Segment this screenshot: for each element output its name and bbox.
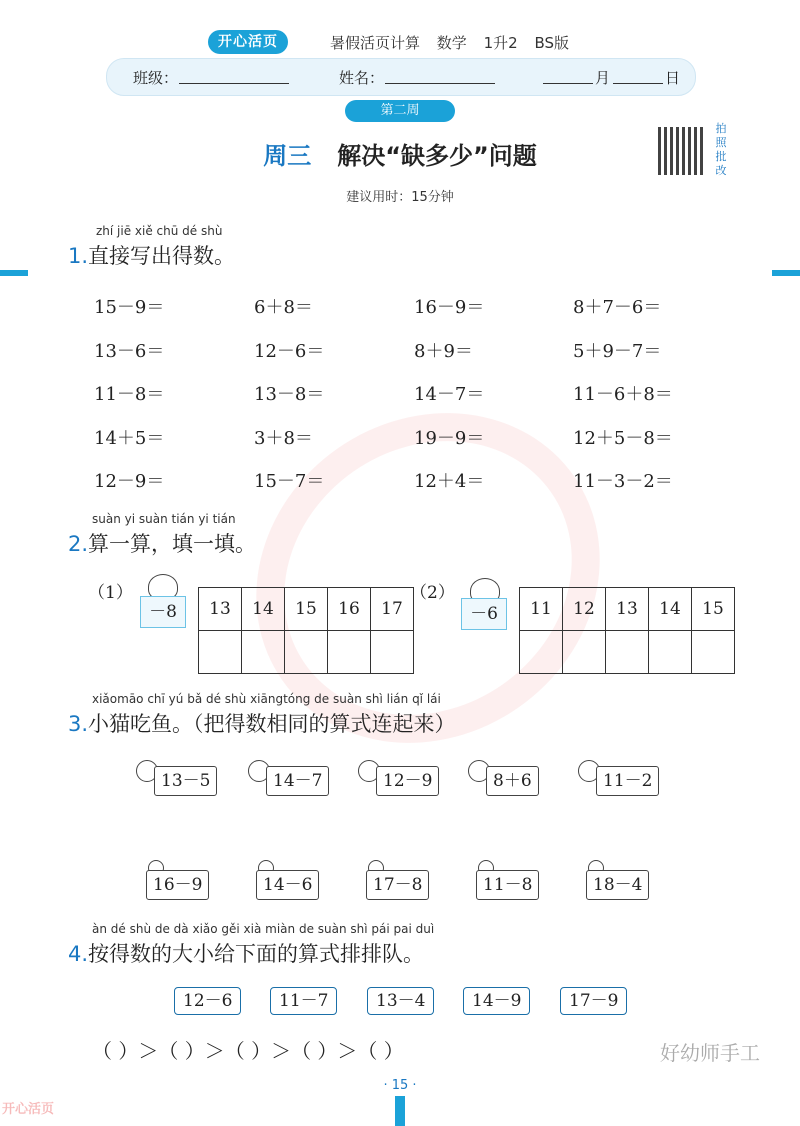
class-field[interactable] xyxy=(179,83,289,84)
qr-caption xyxy=(712,122,730,178)
equation[interactable]: 15－7＝ xyxy=(254,471,325,492)
equation[interactable]: 12－9＝ xyxy=(94,471,165,492)
q2-part2-operator: －6 xyxy=(461,598,507,630)
q4-pinyin: àn dé shù de dà xiǎo gěi xià miàn de suàn shì pái pai duì xyxy=(92,922,435,936)
answer-cell[interactable] xyxy=(199,631,242,674)
fish-card[interactable]: 17－8 xyxy=(366,870,429,900)
edition: BS版 xyxy=(534,34,570,52)
equation[interactable]: 11－6＋8＝ xyxy=(573,384,673,405)
q4-number: 4. xyxy=(68,942,89,966)
fish-card[interactable]: 16－9 xyxy=(146,870,209,900)
qr-char: 照 xyxy=(715,136,727,149)
day-label: 日 xyxy=(665,69,681,87)
input-cell: 14 xyxy=(649,588,692,631)
q2-part1-operator: －8 xyxy=(140,596,186,628)
book-title: 暑假活页计算 xyxy=(330,34,421,52)
equation[interactable]: 11－3－2＝ xyxy=(573,471,673,492)
brand-logo: 开心活页 xyxy=(208,30,288,54)
equation[interactable]: 12－6＝ xyxy=(254,341,325,362)
input-cell: 16 xyxy=(328,588,371,631)
fish-card[interactable]: 18－4 xyxy=(586,870,649,900)
month-field[interactable] xyxy=(543,83,593,84)
answer-cell[interactable] xyxy=(563,631,606,674)
subject: 数学 xyxy=(436,34,467,52)
page-marker xyxy=(395,1096,405,1126)
fish-card[interactable]: 11－8 xyxy=(476,870,539,900)
day-field[interactable] xyxy=(613,83,663,84)
q2-part1-table xyxy=(198,587,414,674)
left-edge-marker xyxy=(0,270,28,276)
equation[interactable]: 12＋5－8＝ xyxy=(573,428,673,449)
equation[interactable]: 14－7＝ xyxy=(414,384,485,405)
q1-pinyin: zhí jiē xiě chū dé shù xyxy=(96,224,223,238)
q4-title: 按得数的大小给下面的算式排排队。 xyxy=(88,942,425,966)
qr-code-icon[interactable] xyxy=(658,127,706,175)
equation[interactable]: 16－9＝ xyxy=(414,297,485,318)
input-cell: 15 xyxy=(692,588,735,631)
fish-card[interactable]: 14－6 xyxy=(256,870,319,900)
title-day: 周三 xyxy=(263,142,312,170)
q3-number: 3. xyxy=(68,712,89,736)
order-item: 17－9 xyxy=(560,987,627,1015)
page-title xyxy=(200,136,600,171)
info-bar xyxy=(106,58,696,96)
q2-part2-label: （2） xyxy=(410,583,455,603)
name-field[interactable] xyxy=(385,83,495,84)
q3-pinyin: xiǎomāo chī yú bǎ dé shù xiāngtóng de suàn shì lián qǐ lái xyxy=(92,692,441,706)
week-badge: 第二周 xyxy=(345,100,455,122)
equation[interactable]: 11－8＝ xyxy=(94,384,165,405)
input-cell: 17 xyxy=(371,588,414,631)
cat-card[interactable]: 14－7 xyxy=(266,766,329,796)
order-answer-line[interactable]: （ ）＞（ ）＞（ ）＞（ ）＞（ ） xyxy=(92,1039,404,1063)
answer-cell[interactable] xyxy=(520,631,563,674)
qr-char: 改 xyxy=(715,164,727,177)
equation[interactable]: 8＋9＝ xyxy=(414,341,473,362)
cat-card[interactable]: 13－5 xyxy=(154,766,217,796)
answer-cell[interactable] xyxy=(606,631,649,674)
q2-number: 2. xyxy=(68,532,89,556)
q2-heading xyxy=(68,528,256,558)
q2-part1-label: （1） xyxy=(88,583,133,603)
grade: 1升2 xyxy=(483,34,518,52)
suggested-time: 建议用时：15分钟 xyxy=(346,190,454,205)
page-number: · 15 · xyxy=(383,1078,417,1093)
q3-heading xyxy=(68,708,456,738)
order-item: 13－4 xyxy=(367,987,434,1015)
header xyxy=(200,28,600,56)
input-cell: 11 xyxy=(520,588,563,631)
month-label: 月 xyxy=(595,69,611,87)
cat-card[interactable]: 8＋6 xyxy=(486,766,539,796)
equation[interactable]: 19－9＝ xyxy=(414,428,485,449)
name-label: 姓名： xyxy=(339,69,385,87)
cat-card[interactable]: 12－9 xyxy=(376,766,439,796)
cat-card[interactable]: 11－2 xyxy=(596,766,659,796)
equation[interactable]: 3＋8＝ xyxy=(254,428,313,449)
equation[interactable]: 12＋4＝ xyxy=(414,471,485,492)
answer-cell[interactable] xyxy=(371,631,414,674)
answer-cell[interactable] xyxy=(328,631,371,674)
header-text xyxy=(330,32,581,53)
order-item: 12－6 xyxy=(174,987,241,1015)
qr-char: 拍 xyxy=(715,122,727,135)
corner-logo: 开心活页 xyxy=(2,1102,55,1117)
right-edge-marker xyxy=(772,270,800,276)
answer-cell[interactable] xyxy=(285,631,328,674)
class-label: 班级： xyxy=(133,69,179,87)
answer-cell[interactable] xyxy=(692,631,735,674)
equation[interactable]: 6＋8＝ xyxy=(254,297,313,318)
title-text: 解决“缺多少”问题 xyxy=(337,142,537,170)
input-cell: 15 xyxy=(285,588,328,631)
equation[interactable]: 13－6＝ xyxy=(94,341,165,362)
equation[interactable]: 13－8＝ xyxy=(254,384,325,405)
q2-part2-table xyxy=(519,587,735,674)
q2-pinyin: suàn yi suàn tián yi tián xyxy=(92,512,236,526)
input-cell: 13 xyxy=(606,588,649,631)
equation[interactable]: 5＋9－7＝ xyxy=(573,341,662,362)
order-item: 11－7 xyxy=(270,987,337,1015)
answer-cell[interactable] xyxy=(649,631,692,674)
q1-heading xyxy=(68,240,235,270)
watermark-text: 好幼师手工 xyxy=(660,1041,760,1065)
input-cell: 12 xyxy=(563,588,606,631)
q3-title: 小猫吃鱼。（把得数相同的算式连起来） xyxy=(88,712,456,736)
input-cell: 13 xyxy=(199,588,242,631)
q1-number: 1. xyxy=(68,244,89,268)
q4-heading xyxy=(68,938,424,968)
equation[interactable]: 14＋5＝ xyxy=(94,428,165,449)
answer-cell[interactable] xyxy=(242,631,285,674)
equation[interactable]: 15－9＝ xyxy=(94,297,165,318)
qr-char: 批 xyxy=(715,150,727,163)
input-cell: 14 xyxy=(242,588,285,631)
q2-title: 算一算，填一填。 xyxy=(88,532,257,556)
equation[interactable]: 8＋7－6＝ xyxy=(573,297,662,318)
order-item: 14－9 xyxy=(463,987,530,1015)
q1-title: 直接写出得数。 xyxy=(88,244,236,268)
